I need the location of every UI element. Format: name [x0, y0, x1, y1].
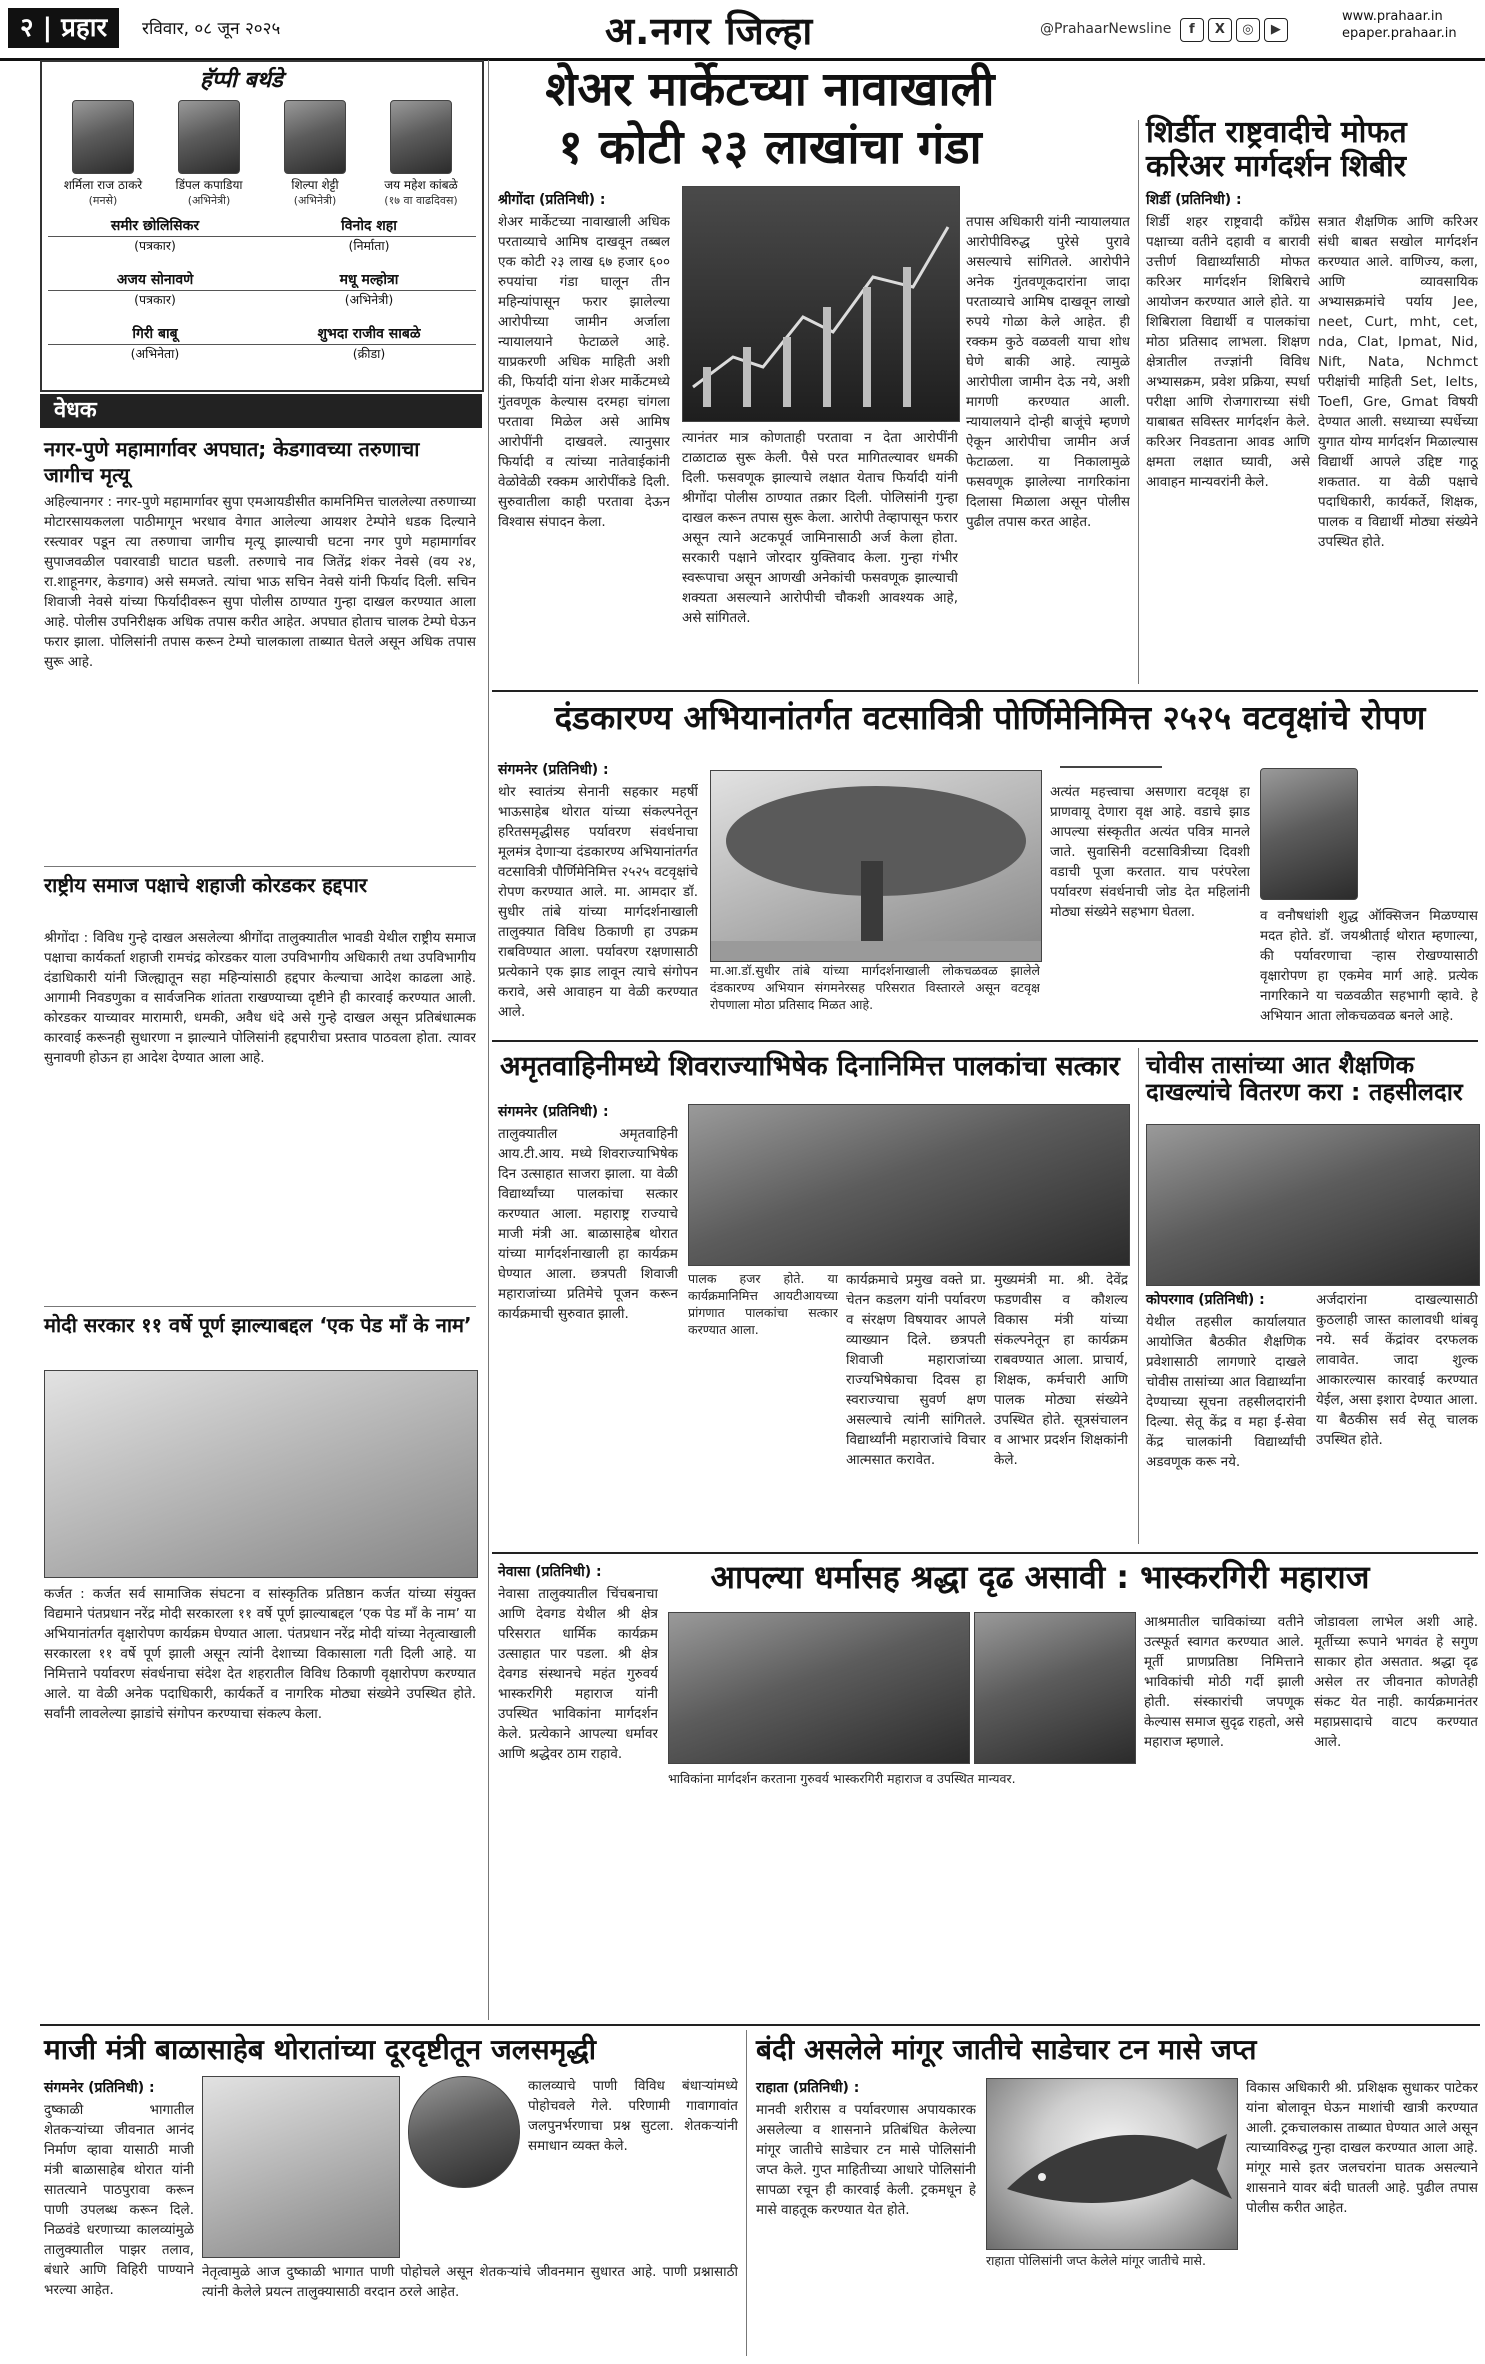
divider	[44, 1306, 476, 1307]
instagram-icon[interactable]: ◎	[1236, 18, 1260, 42]
birthday-role: (अभिनेत्री)	[262, 290, 476, 308]
dandakaranya-caption: मा.आ.डॉ.सुधीर तांबे यांच्या मार्गदर्शनाखाली लोकचळवळ झालेले दंडकारण्य अभियान संगमनेरसह परिसरात विस्तारले असून वटवृक्ष रोपणाला मोठा प्रतिसाद मिळत आहे.	[710, 963, 1040, 1012]
web-links	[1342, 8, 1457, 42]
vedhak-accident-headline: नगर-पुणे महामार्गावर अपघात; केडगावच्या तरुणाचा जागीच मृत्यू	[44, 437, 420, 487]
person-photo	[284, 100, 346, 174]
facebook-icon[interactable]: f	[1180, 18, 1204, 42]
bhaskargiri-dateline: नेवासा (प्रतिनिधी) :	[498, 1564, 602, 1580]
lead-body-col3: तपास अधिकारी यांनी न्यायालयात आरोपीविरुद्ध पुरेसे पुरावे असल्याचे सांगितले. आरोपीने अनेक गुंतवणूकदारांना जादा परताव्याचे आमिष दाखवून लाखो रुपये गोळा केले आहेत. ही रक्कम कुठे वळवली याचा शोध घेणे बाकी आहे. त्यामुळे आरोपीला जामीन देऊ नये, अशी मागणी करण्यात आली. न्यायालयाने दोन्ही बाजूंचे म्हणणे ऐकून आरोपीचा जामीन अर्ज फेटाळला. या निकालामुळे फसवणूक झालेल्या नागरिकांना दिलासा मिळाला असून पोलीस पुढील तपास करत आहेत.	[966, 214, 1130, 530]
amrutvahini-dateline: संगमनेर (प्रतिनिधी) :	[498, 1104, 609, 1120]
thorat-body-col3: नेतृत्वामुळे आज दुष्काळी भागात पाणी पोहोचले असून शेतकऱ्यांचे जीवनमान सुधारत आहे. पाणी प्रश्नासाठी त्यांनी केलेले प्रयत्न तालुक्यासाठी वरदान ठरले आहेत.	[202, 2264, 738, 2300]
thorat-dateline: संगमनेर (प्रतिनिधी) :	[44, 2080, 155, 2096]
section-rule	[492, 1552, 1478, 1554]
birthday-role: (पत्रकार)	[48, 236, 262, 254]
page-number: २	[20, 13, 34, 43]
person-role: (अभिनेत्री)	[293, 194, 337, 207]
chovis-body-col2: अर्जदारांना दाखल्यासाठी कुठलाही जास्त कालावधी थांबवू नये. सर्व केंद्रांवर दरफलक लावावेत. जादा शुल्क आकारल्यास कारवाई करण्यात येईल, असा इशारा देण्यात आला. या बैठकीस सर्व सेतू चालक उपस्थित होते.	[1316, 1292, 1478, 1448]
epaper-link[interactable]: epaper.prahaar.in	[1342, 26, 1457, 41]
birthday-name: गिरी बाबू	[132, 326, 178, 342]
person-name: डिंपल कपाडिया	[175, 178, 243, 192]
mangur-body-col2: विकास अधिकारी श्री. प्रशिक्षक सुधाकर पाटेकर यांना बोलावून घेऊन माशांची खात्री करण्यात आली. ट्रकचालकास ताब्यात घेण्यात आले असून त्याच्याविरुद्ध गुन्हा दाखल करण्यात आला आहे. मांगूर मासे इतर जलचरांना घातक असल्याने शासनाने यावर बंदी घातली आहे. पुढील तपास पोलीस करीत आहेत.	[1246, 2080, 1478, 2216]
lead-headline-line2: १ कोटी २३ लाखांचा गंडा	[558, 120, 982, 175]
bhaskargiri-headline: आपल्या धर्मासह श्रद्धा दृढ असावी : भास्करगिरी महाराज	[710, 1558, 1370, 1596]
section-rule	[492, 690, 1478, 692]
amrutvahini-caption: पालक हजर होते. या कार्यक्रमानिमित्त आयटीआयच्या प्रांगणात पालकांचा सत्कार करण्यात आला.	[688, 1271, 838, 1337]
person-role: (अभिनेत्री)	[187, 194, 231, 207]
amrutvahini-headline: अमृतवाहिनीमध्ये शिवराज्याभिषेक दिनानिमित्त पालकांचा सत्कार	[500, 1051, 1120, 1082]
birthday-title: हॅप्पी बर्थडे	[200, 68, 283, 93]
bhaskargiri-caption: भाविकांना मार्गदर्शन करताना गुरुवर्य भास्करगिरी महाराज व उपस्थित मान्यवर.	[668, 1771, 1016, 1786]
seized-fish-photo	[986, 2078, 1238, 2250]
amrutvahini-body-col3: मुख्यमंत्री मा. श्री. देवेंद्र फडणवीस व कौशल्य विकास मंत्री यांच्या संकल्पनेतून हा कार्यक्रम राबवण्यात आला. प्राचार्य, शिक्षक, कर्मचारी आणि पालक मोठ्या संख्येने उपस्थित होते. सूत्रसंचालन व आभार प्रदर्शन शिक्षकांनी केले.	[994, 1272, 1128, 1468]
youtube-icon[interactable]: ▶	[1264, 18, 1288, 42]
felicitation-photo	[688, 1104, 1130, 1266]
lead-body-col1: शेअर मार्केटच्या नावाखाली अधिक परताव्याचे आमिष दाखवून तब्बल एक कोटी २३ लाख ६७ हजार ६०० रुपयांचा गंडा घालून तीन महिन्यांपासून फरार झालेल्या आरोपीच्या जामीन अर्जाला न्यायालयाने फेटाळले आहे. याप्रकरणी अधिक माहिती अशी की, फिर्यादी यांना शेअर मार्केटमध्ये गुंतवणूक केल्यास दरमहा चांगला परतावा मिळेल असे आमिष आरोपींनी दाखवले. त्यानुसार फिर्यादी व त्यांच्या नातेवाईकांनी वेळोवेळी रक्कम आरोपींकडे दिली. सुरुवातीला काही परतावा देऊन विश्वास संपादन केला.	[498, 214, 670, 530]
birthday-name: विनोद शहा	[341, 218, 397, 234]
chovis-body-col1: येथील तहसील कार्यालयात आयोजित बैठकीत शैक्षणिक प्रवेशासाठी लागणारे दाखले चोवीस तासांच्या आत विद्यार्थ्यांना देण्याच्या सूचना तहसीलदारांनी दिल्या. सेतू केंद्र व महा ई-सेवा केंद्र चालकांनी विद्यार्थ्यांची अडवणूक करू नये.	[1146, 1314, 1306, 1470]
vedhak-accident-body: अहिल्यानगर : नगर-पुणे महामार्गावर सुपा एमआयडीसीत कामनिमित्त चाललेल्या तरुणाच्या मोटारसायकलला पाठीमागून भरधाव वेगात आलेल्या आयशर टेम्पोने धडक दिल्याने रस्त्यावर पडून त्या तरुणाचा जागीच मृत्यू झाल्याची घटना नगर पुणे महामार्गावर सुपाजवळील पवारवाडी घाटात घडली. तरुणाचे नाव जितेंद्र शंकर नेवसे (वय २४, रा.शाहूनगर, केडगाव) असे समजते. त्यांचा भाऊ सचिन नेवसे यांनी फिर्याद दिली. सचिन शिवाजी नेवसे यांच्या फिर्यादीवरून सुपा पोलीस ठाण्यात गुन्हा दाखल करण्यात आला आहे. पोलीस उपनिरीक्षक अधिक तपास करीत आहेत. अपघात होताच चालक टेम्पो घेऊन फरार झाला. पोलिसांनी तपास करून टेम्पो चालकाला ताब्यात घेतले असून अधिक तपास सुरू आहे.	[44, 494, 476, 670]
vedhak-label: वेधक	[40, 394, 482, 428]
dandakaranya-headline: दंडकारण्य अभियानांतर्गत वटसावित्री पोर्णिमेनिमित्त २५२५ वटवृक्षांचे रोपण	[554, 698, 1426, 737]
stock-chart-illustration	[683, 187, 959, 421]
shirdi-dateline: शिर्डी (प्रतिनिधी) :	[1146, 192, 1242, 208]
birthday-role: (पत्रकार)	[48, 290, 262, 308]
dandakaranya-body-col3: व वनौषधांशी शुद्ध ऑक्सिजन मिळण्यास मदत होते. डॉ. जयश्रीताई थोरात म्हणाल्या, की पर्यावरणाचा ऱ्हास रोखण्यासाठी वृक्षारोपण हा एकमेव मार्ग आहे. प्रत्येक नागरिकाने या चळवळीत सहभागी व्हावे. हे अभियान आता लोकचळवळ बनले आहे.	[1260, 908, 1478, 1024]
shirdi-headline: शिर्डीत राष्ट्रवादीचे मोफत करिअर मार्गदर्शन शिबीर	[1146, 115, 1407, 184]
vedhak-modi-headline: मोदी सरकार ११ वर्षे पूर्ण झाल्याबद्दल ‘एक पेड माँ के नाम’	[44, 1313, 472, 1337]
column-rule	[1138, 120, 1139, 684]
banyan-tree-illustration	[711, 771, 1041, 961]
shirdi-body-col2: सत्रात शैक्षणिक आणि करिअर संधी बाबत सखोल मार्गदर्शन करण्यात आले. वाणिज्य, कला, आणि व्यावसायिक अभ्यासक्रमांचे पर्याय Jee, neet, Curt, mht, cet, nda, Clat, Ipmat, Nid, Nift, Nata, Nchmct परीक्षांची माहिती Set, Ielts, Toefl, Gre, Gmat विषयी देण्यात आली. सध्याच्या स्पर्धेच्या युगात योग्य मार्गदर्शन मिळाल्यास विद्यार्थी आपले उद्दिष्ट गाठू शकतात. या वेळी पक्षाचे पदाधिकारी, कार्यकर्ते, शिक्षक, पालक व विद्यार्थी मोठ्या संख्येने उपस्थित होते.	[1318, 214, 1478, 550]
twitter-handle[interactable]: @PrahaarNewsline	[1040, 21, 1172, 37]
dandakaranya-body-col1: थोर स्वातंत्र्य सेनानी सहकार महर्षी भाऊसाहेब थोरात यांच्या संकल्पनेतून हरितसमृद्धीसह पर्यावरण संवर्धनाचा मूलमंत्र देणाऱ्या दंडकारण्य अभियानांतर्गत वटसावित्री पौर्णिमेनिमित्त २५२५ वटवृक्षांचे रोपण करण्यात आले. मा. आमदार डॉ. सुधीर तांबे यांच्या मार्गदर्शनाखाली तालुक्यात विविध ठिकाणी हा उपक्रम राबविण्यात आला. पर्यावरण रक्षणासाठी प्रत्येकाने एक झाड लावून त्याचे संगोपन करावे, असे आवाहन या वेळी करण्यात आले.	[498, 784, 698, 1020]
bhaskargiri-body-col3: जोडावला लाभेल अशी आहे. मूर्तीच्या रूपाने भगवंत हे सगुण साकार होत असतात. श्रद्धा दृढ असेल तर जीवनात कोणतेही संकट येत नाही. कार्यक्रमानंतर महाप्रसादाचे वाटप करण्यात आले.	[1314, 1614, 1478, 1750]
event-photo-right	[974, 1612, 1136, 1764]
person-name: शिल्पा शेट्टी	[291, 178, 339, 192]
mangur-dateline: राहाता (प्रतिनिधी) :	[756, 2080, 860, 2096]
column-rule	[746, 2030, 747, 2356]
thorat-headline: माजी मंत्री बाळासाहेब थोरातांच्या दूरदृष्टीतून जलसमृद्धी	[44, 2033, 597, 2066]
leader-portrait	[408, 2076, 520, 2188]
banyan-tree-photo	[710, 770, 1042, 962]
section-rule	[492, 1040, 1478, 1042]
person-photo	[178, 100, 240, 174]
divider	[44, 866, 476, 867]
amrutvahini-body-col2: कार्यक्रमाचे प्रमुख वक्ते प्रा. चेतन कडलग यांनी पर्यावरण व संरक्षण विषयावर आपले व्याख्यान दिले. छत्रपती शिवाजी महाराजांच्या राज्यभिषेकाचा दिवस हा स्वराज्याचा सुवर्ण क्षण असल्याचे त्यांनी सांगितले. विद्यार्थ्यांनी महाराजांचे विचार आत्मसात करावेत.	[846, 1272, 986, 1468]
lead-headline-line1: शेअर मार्केटच्या नावाखाली	[545, 62, 995, 117]
mangur-caption: राहाता पोलिसांनी जप्त केलेले मांगूर जातीचे मासे.	[986, 2253, 1206, 2268]
column-rule	[488, 60, 489, 2020]
shirdi-body-col1: शिर्डी शहर राष्ट्रवादी काँग्रेस पक्षाच्या वतीने दहावी व बारावी उत्तीर्ण विद्यार्थ्यांसाठी मोफत करिअर मार्गदर्शन शिबिराचे आयोजन करण्यात आले होते. या शिबिराला विद्यार्थी व पालकांचा मोठा प्रतिसाद लाभला. शिक्षण क्षेत्रातील तज्ज्ञांनी विविध अभ्यासक्रम, प्रवेश प्रक्रिया, स्पर्धा परीक्षा आणि रोजगाराच्या संधी याबाबत सविस्तर मार्गदर्शन केले. करिअर निवडताना आवड आणि क्षमता लक्षात घ्यावी, असे आवाहन मान्यवरांनी केले.	[1146, 214, 1310, 490]
amrutvahini-body-col1: तालुक्यातील अमृतवाहिनी आय.टी.आय. मध्ये शिवराज्याभिषेक दिन उत्साहात साजरा झाला. या वेळी विद्यार्थ्यांच्या पालकांचा सत्कार करण्यात आला. महाराष्ट्र राज्याचे माजी मंत्री आ. बाळासाहेब थोरात यांच्या मार्गदर्शनाखाली हा कार्यक्रम घेण्यात आला. छत्रपती शिवाजी महाराजांच्या प्रतिमेचे पूजन करून कार्यक्रमाची सुरुवात झाली.	[498, 1126, 678, 1322]
lead-body-col2: त्यानंतर मात्र कोणताही परतावा न देता आरोपींनी टाळाटाळ सुरू केली. पैसे परत मागितल्यावर धमकी दिली. फसवणूक झाल्याचे लक्षात येताच फिर्यादी यांनी श्रीगोंदा पोलीस ठाण्यात तक्रार दिली. पोलिसांनी गुन्हा दाखल करून तपास सुरू केला. आरोपी तेव्हापासून फरार असून त्याने अटकपूर्व जामिनासाठी अर्ज केला होता. सरकारी पक्षाने जोरदार युक्तिवाद केला. गुन्हा गंभीर स्वरूपाचा असून आणखी अनेकांची फसवणूक झाल्याची शक्यता असल्याने आरोपीची चौकशी आवश्यक आहे, असे सांगितले.	[682, 430, 958, 626]
bhaskargiri-body-col1: नेवासा तालुक्यातील चिंचबनाचा आणि देवगड येथील श्री क्षेत्र परिसरात धार्मिक कार्यक्रम उत्साहात पार पडला. श्री क्षेत्र देवगड संस्थानचे महंत गुरुवर्य भास्करगिरी महाराज यांनी उपस्थित भाविकांना मार्गदर्शन केले. प्रत्येकाने आपल्या धर्मावर आणि श्रद्धेवर ठाम राहावे.	[498, 1586, 658, 1762]
bhaskargiri-body-col2: आश्रमातील चाविकांच्या वतीने उत्स्फूर्त स्वागत करण्यात आले. मूर्ती प्राणप्रतिष्ठा निमित्ताने भाविकांची मोठी गर्दी झाली होती. संस्कारांची जपणूक केल्यास समाज सुदृढ राहतो, असे महाराज म्हणाले.	[1144, 1614, 1304, 1750]
section-rule	[40, 2024, 1480, 2026]
spacer	[1060, 766, 1162, 768]
water-reservoir-photo	[202, 2076, 400, 2258]
vedhak-korad-headline: राष्ट्रीय समाज पक्षाचे शहाजी कोरडकर हद्दपार	[44, 873, 368, 897]
thorat-body-col2: कालव्याचे पाणी विविध बंधाऱ्यांमध्ये पोहोचवले गेले. परिणामी गावागावांत जलपुनर्भरणाचा प्रश्न सुटला. शेतकऱ्यांनी समाधान व्यक्त केले.	[528, 2078, 738, 2154]
lead-dateline: श्रीगोंदा (प्रतिनिधी) :	[498, 192, 606, 208]
birthday-role: (क्रीडा)	[262, 344, 476, 362]
x-icon[interactable]: X	[1208, 18, 1232, 42]
person-photo	[72, 100, 134, 174]
event-photo-left	[668, 1612, 970, 1764]
birthday-name: समीर छोलिसिकर	[110, 218, 200, 234]
stock-market-photo	[682, 186, 960, 422]
website-link[interactable]: www.prahaar.in	[1342, 9, 1443, 24]
mangur-headline: बंदी असलेले मांगूर जातीचे साडेचार टन मासे जप्त	[756, 2033, 1257, 2066]
tree-plantation-photo	[44, 1370, 478, 1578]
birthday-name: मधू मल्होत्रा	[339, 272, 399, 288]
dandakaranya-dateline: संगमनेर (प्रतिनिधी) :	[498, 762, 609, 778]
paper-name: प्रहार	[61, 13, 108, 43]
page-badge: २ | प्रहार	[8, 8, 119, 48]
birthday-role: (अभिनेता)	[48, 344, 262, 362]
section-title: अ.नगर जिल्हा	[605, 9, 814, 53]
edition-date: रविवार, ०८ जून २०२५	[142, 19, 281, 39]
person-name: शर्मिला राज ठाकरे	[63, 178, 143, 192]
chovis-dateline: कोपरगाव (प्रतिनिधी) :	[1146, 1292, 1265, 1308]
person-photo	[390, 100, 452, 174]
vedhak-korad-body: श्रीगोंदा : विविध गुन्हे दाखल असलेल्या श्रीगोंदा तालुक्यातील भावडी येथील राष्ट्रीय समाज पक्षाचा कार्यकर्ता शहाजी रामचंद्र कोरडकर याला उपविभागीय अधिकारी तथा उपविभागीय दंडाधिकारी यांनी जिल्ह्यातून सहा महिन्यांसाठी हद्दपार केल्याचा आदेश काढला आहे. आगामी निवडणुका व सार्वजनिक शांतता राखण्याच्या दृष्टीने ही कारवाई करण्यात आली. कोरडकर याच्यावर मारामारी, धमकी, अवैध धंदे असे गुन्हे दाखल असून प्रतिबंधात्मक कारवाई करूनही सुधारणा न झाल्याने पोलिसांनी हद्दपारीचा प्रस्ताव पाठवला होता. त्यावर सुनावणी होऊन हा आदेश देण्यात आला आहे.	[44, 930, 476, 1066]
thorat-body-col1: दुष्काळी भागातील शेतकऱ्यांच्या जीवनात आनंद निर्माण व्हावा यासाठी माजी मंत्री बाळासाहेब थोरात यांनी सातत्याने पाठपुरावा करून पाणी उपलब्ध करून दिले. निळवंडे धरणाच्या कालव्यांमुळे तालुक्यातील पाझर तलाव, बंधारे आणि विहिरी पाण्याने भरल्या आहेत.	[44, 2102, 194, 2298]
meeting-photo	[1146, 1124, 1480, 1286]
column-rule	[1138, 1048, 1139, 1544]
birthday-name: अजय सोनावणे	[116, 272, 194, 288]
person-role: (मनसे)	[88, 194, 118, 207]
mangur-body-col1: मानवी शरीरास व पर्यावरणास अपायकारक असलेल्या व शासनाने प्रतिबंधित केलेल्या मांगूर जातीचे साडेचार टन मासे पोलिसांनी जप्त केले. गुप्त माहितीच्या आधारे पोलिसांनी सापळा रचून ही कारवाई केली. ट्रकमधून हे मासे वाहतूक करण्यात येत होते.	[756, 2102, 976, 2218]
chovis-headline: चोवीस तासांच्या आत शैक्षणिक दाखल्यांचे वितरण करा : तहसीलदार	[1146, 1051, 1463, 1106]
portrait-photo	[1260, 768, 1358, 900]
birthday-name: शुभदा राजीव साबळे	[317, 326, 421, 342]
social-bar	[1040, 18, 1288, 42]
vedhak-modi-body: कर्जत : कर्जत सर्व सामाजिक संघटना व सांस्कृतिक प्रतिष्ठान कर्जत यांच्या संयुक्त विद्यमाने पंतप्रधान नरेंद्र मोदी सरकारला ११ वर्षे पूर्ण झाल्याबद्दल ‘एक पेड माँ के नाम’ या अभियानांतर्गत वृक्षारोपण कार्यक्रम घेण्यात आला. पंतप्रधान नरेंद्र मोदी यांच्या नेतृत्वाखाली सरकारला ११ वर्षे पूर्ण झाली असून त्यांनी देशाच्या विकासाला गती दिली आहे. या निमित्ताने पर्यावरण संवर्धनाचा संदेश देत शहरातील विविध ठिकाणी वृक्षारोपण करण्यात आले. या वेळी अनेक पदाधिकारी, कार्यकर्ते व नागरिक मोठ्या संख्येने उपस्थित होते. सर्वांनी लावलेल्या झाडांचे संगोपन करण्याचा संकल्प केला.	[44, 1586, 476, 1722]
fish-illustration	[987, 2079, 1237, 2249]
dandakaranya-body-col2: अत्यंत महत्त्वाचा असणारा वटवृक्ष हा प्राणवायू देणारा वृक्ष आहे. वडाचे झाड आपल्या संस्कृतीत अत्यंत पवित्र मानले जाते. सुवासिनी वटसावित्रीच्या दिवशी वडाची पूजा करतात. याच परंपरेला पर्यावरण संवर्धनाची जोड देत महिलांनी मोठ्या संख्येने सहभाग घेतला.	[1050, 784, 1250, 920]
person-role: (१७ वा वाढदिवस)	[384, 194, 458, 207]
birthday-role: (निर्माता)	[262, 236, 476, 254]
person-name: जय महेश कांबळे	[384, 178, 458, 192]
